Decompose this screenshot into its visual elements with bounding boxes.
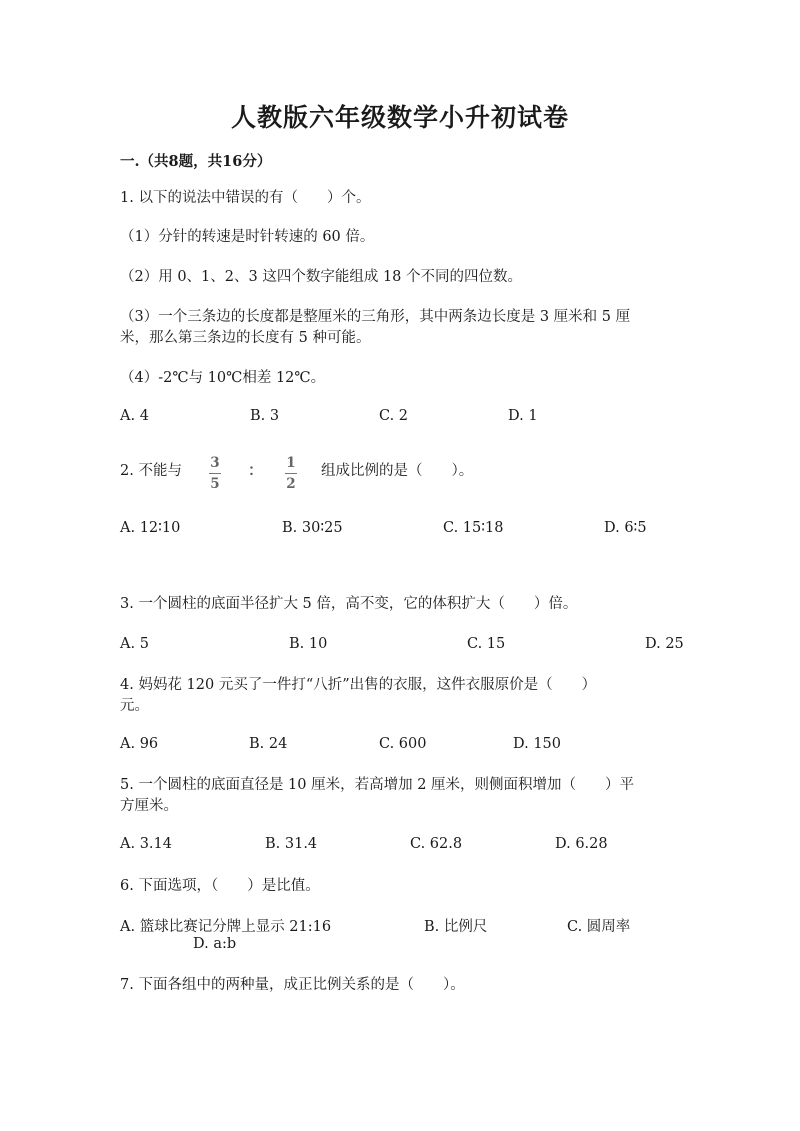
question-2-option-d: D. 6∶5 <box>604 520 647 536</box>
question-2-option-b: B. 30∶25 <box>282 520 343 536</box>
question-3-option-a: A. 5 <box>120 636 149 652</box>
question-1-stem: 1. 以下的说法中错误的有（ ）个。 <box>120 190 371 206</box>
question-2-option-c: C. 15∶18 <box>443 520 504 536</box>
fraction-2-bar <box>285 473 297 474</box>
question-2-option-a: A. 12∶10 <box>120 520 181 536</box>
question-1-option-a: A. 4 <box>120 408 149 424</box>
question-2-stem-suffix: 组成比例的是（ ）。 <box>321 463 474 479</box>
page-title: 人教版六年级数学小升初试卷 <box>230 103 569 132</box>
question-1-statement-2: （2）用 0、1、2、3 这四个数字能组成 18 个不同的四位数。 <box>120 269 523 285</box>
ratio-colon: ： <box>248 461 264 479</box>
question-7-stem: 7. 下面各组中的两种量，成正比例关系的是（ ）。 <box>120 977 465 993</box>
question-6-option-c: C. 圆周率 <box>567 919 631 935</box>
question-1-statement-1: （1）分针的转速是时针转速的 60 倍。 <box>120 229 375 245</box>
question-4-option-d: D. 150 <box>513 736 562 752</box>
question-5-option-d: D. 6.28 <box>555 836 608 852</box>
fraction-1-numerator: 3 <box>210 455 220 471</box>
question-5-stem-line-2: 方厘米。 <box>120 798 178 814</box>
question-5-option-c: C. 62.8 <box>410 836 463 852</box>
question-1-option-c: C. 2 <box>379 408 409 424</box>
question-3-stem: 3. 一个圆柱的底面半径扩大 5 倍，高不变，它的体积扩大（ ）倍。 <box>120 596 578 612</box>
fraction-one-half <box>285 455 297 492</box>
question-3-option-b: B. 10 <box>289 636 328 652</box>
question-6-option-d: D. a:b <box>193 936 237 952</box>
question-1-option-d: D. 1 <box>508 408 538 424</box>
question-6-option-b: B. 比例尺 <box>424 919 488 935</box>
question-6-option-a: A. 篮球比赛记分牌上显示 21:16 <box>120 919 332 935</box>
question-1-statement-3-line-1: （3）一个三条边的长度都是整厘米的三角形，其中两条边长度是 3 厘米和 5 厘 <box>120 309 631 325</box>
question-5-option-b: B. 31.4 <box>265 836 318 852</box>
question-4-stem-line-2: 元。 <box>120 698 149 714</box>
question-4-option-b: B. 24 <box>249 736 288 752</box>
question-3-option-d: D. 25 <box>645 636 684 652</box>
question-4-option-a: A. 96 <box>120 736 159 752</box>
question-1-statement-3-line-2: 米，那么第三条边的长度有 5 种可能。 <box>120 330 371 346</box>
question-3-option-c: C. 15 <box>467 636 506 652</box>
section-header: 一.（共8题，共16分） <box>120 153 272 170</box>
question-2-stem-prefix: 2. 不能与 <box>120 463 182 479</box>
question-5-option-a: A. 3.14 <box>120 836 172 852</box>
question-4-option-c: C. 600 <box>379 736 427 752</box>
question-1-option-b: B. 3 <box>250 408 280 424</box>
question-6-stem: 6. 下面选项，（ ）是比值。 <box>120 878 320 894</box>
fraction-1-bar <box>209 473 221 474</box>
fraction-1-denominator: 5 <box>210 476 220 492</box>
question-1-statement-4: （4）-2℃与 10℃相差 12℃。 <box>120 370 326 386</box>
question-4-stem-line-1: 4. 妈妈花 120 元买了一件打“八折”出售的衣服，这件衣服原价是（ ） <box>120 677 597 693</box>
fraction-2-denominator: 2 <box>286 476 296 492</box>
fraction-three-fifths <box>209 455 221 492</box>
question-5-stem-line-1: 5. 一个圆柱的底面直径是 10 厘米，若高增加 2 厘米，则侧面积增加（ ）平 <box>120 777 635 793</box>
fraction-2-numerator: 1 <box>286 455 296 471</box>
